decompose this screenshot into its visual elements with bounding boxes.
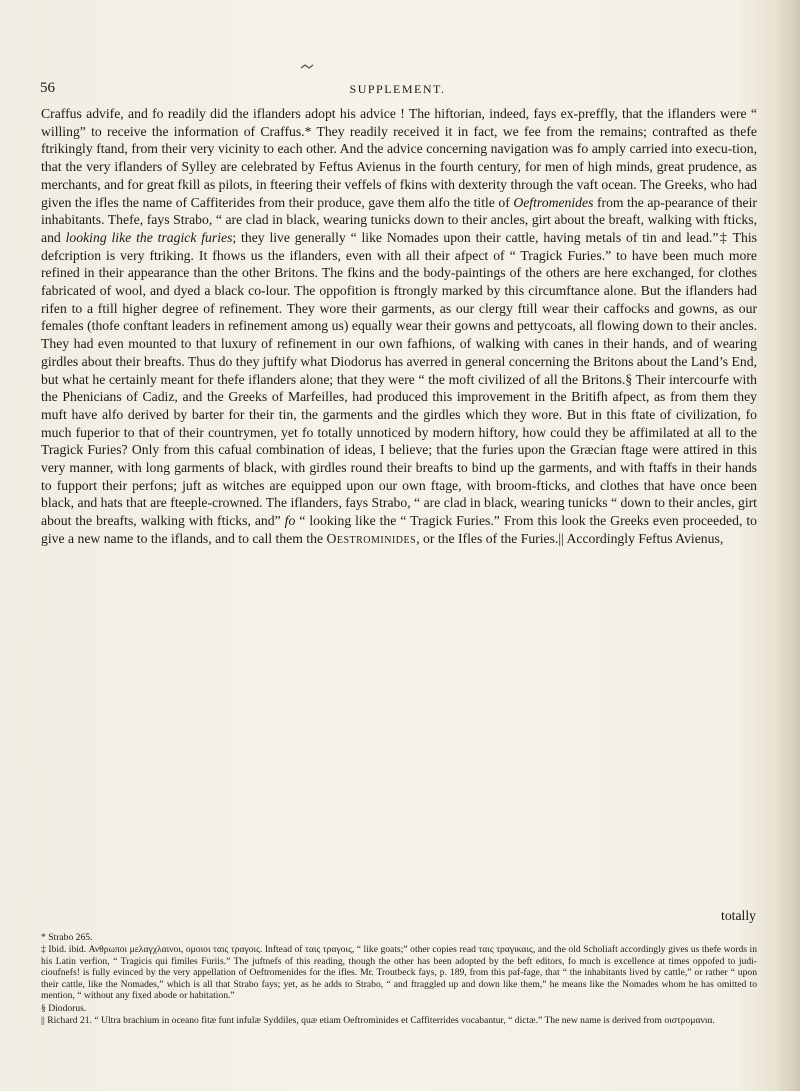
page-number: 56 bbox=[40, 80, 55, 96]
italic-word: fo bbox=[284, 513, 296, 529]
footnote: || Richard 21. “ Ultra brachium in oceano fitæ funt infulæ Syddiles, quæ etiam Oeftrominides et Caffiterrides vocabantur, “ dictæ.” The new name is derived from οιστρομανια. bbox=[41, 1014, 715, 1026]
italic-phrase: looking like the tragick furies bbox=[65, 229, 233, 245]
body-paragraph: Craffus advife, and fo readily did the iflanders adopt his advice ! The hiftorian, indeed, fays ex-preffly, that the iflanders were “ willing” to receive the information of Craffus.* They readily received it in fact, we fee from the remains; contrafted as thefe ftrikingly ftand, from their very vicinity to each other. And the advice concerning navigation was fo amply carried into execu-tion, that the very iflanders of Sylley are celebrated by Feftus Avienus in the fourth century, for men of high minds, great prudence, as merchants, and for great fkill as pilots, in fteering their veffels of fkins with dexterity through the vaft ocean. The Greeks, who had given the ifles the name of Caffiterides from their produce, gave them alfo the title of Oeftromenides from the ap-pearance of their inhabitants. Thefe, fays Strabo, “ are clad in black, wearing tunicks down to their ancles, girt about the breaft, walking with fticks, and looking like the tragick furies; they live generally “ like Nomades upon their cattle, having metals of tin and lead.”‡ This defcription is very ftriking. It fhows us the iflanders, even with all their afpect of “ Tragick Furies.” to have been much more refined in their appearance than the other Britons. The fkins and the body-paintings of the others are here exchanged, for clothes fabricated of wool, and dyed a black co-lour. The oppofition is ftrongly marked by this circumftance alone. But the iflanders had rifen to a ftill higher degree of refinement. They wore their garments, as our clergy ftill wear their caffocks and gowns, as our females (thofe conftant leaders in refinement among us) equally wear their gowns and pettycoats, all flowing down to their ancles. They had even mounted to that luxury of refinement in our own fafhions, of walking with canes in their hands, and of wearing girdles about their breafts. Thus do they juftify what Diodorus has averred in general concerning the Britons about the Land’s End, but what he certainly meant for thefe iflanders alone; that they were “ the moft civilized of all the Britons.§ Their intercourfe with the Phenicians of Cadiz, and the Greeks of Marfeilles, had produced this improvement in the Britifh afpect, as from them they muft have alfo derived by barter for their tin, the garments and the girdles which they wore. But in this ftate of civilization, fo much fuperior to that of their countrymen, yet fo totally unnoticed by modern hiftory, how could they be affimilated at all to the Tragick Furies? Only from this cafual combination of ideas, I believe; that the furies upon the Græcian ftage were attired in this very manner, with long garments of black, with girdles round their breafts to bind up the garments, and with ftaffs in their hands to fupport their perfons; juft as witches are equipped upon our own ftage, with broom-fticks, and clothes that have once been black, and hats that are fteeple-crowned. The iflanders, fays Strabo, “ are clad in black, wearing tunicks “ down to their ancles, girt about the breafts, walking with fticks, and” fo “ looking like the “ Tragick Furies.” From this look the Greeks even proceeded, to give a new name to the iflands, and to call them the Oestrominides, or the Ifles of the Furies.|| Accordingly Feftus Avienus, bbox=[41, 106, 758, 546]
page-edge-shadow bbox=[778, 0, 800, 1091]
small-caps-name: Oestrominides bbox=[326, 530, 417, 546]
footnote: § Diodorus. bbox=[41, 1002, 87, 1014]
italic-term: Oeftromenides bbox=[513, 194, 594, 210]
footnotes bbox=[41, 932, 757, 1027]
footnote: ‡ Ibid. ibid. Ανθρωποι μελαγχλαινοι, ομοιοι ταις τραγοις. Inftead of ταις τραγοις, “ like goats;” other copies read ταις τραγικαις, and the old Scholiaft accordingly gives us thefe words in his Latin verfion, “ Tragicis qui fimiles Furiis.” The juftnefs of this reading, though the other has been adopted by the beft editors, fo much is excellence at times oppofed to judi-cioufnefs! is fully evinced by the very appellation of Oeftromenides for the ifles. Mr. Troutbeck fays, p. 189, from this paf-fage, that “ the inhabitants lived by cattle,” or rather “ upon their cattle, like the Nomades,” which is all that Strabo fays; yet, as he adds to Strabo, “ and ftraggled up and down like them,” he means like the Nomades whom he has omitted to mention, “ without any fixed abode or habitation.” bbox=[41, 944, 757, 1002]
main-text bbox=[41, 105, 757, 548]
footnote: * Strabo 265. bbox=[41, 932, 93, 943]
catchword: totally bbox=[721, 908, 756, 923]
page-header bbox=[40, 80, 755, 102]
printer-mark-icon bbox=[300, 64, 314, 70]
running-head: SUPPLEMENT. bbox=[349, 82, 446, 96]
